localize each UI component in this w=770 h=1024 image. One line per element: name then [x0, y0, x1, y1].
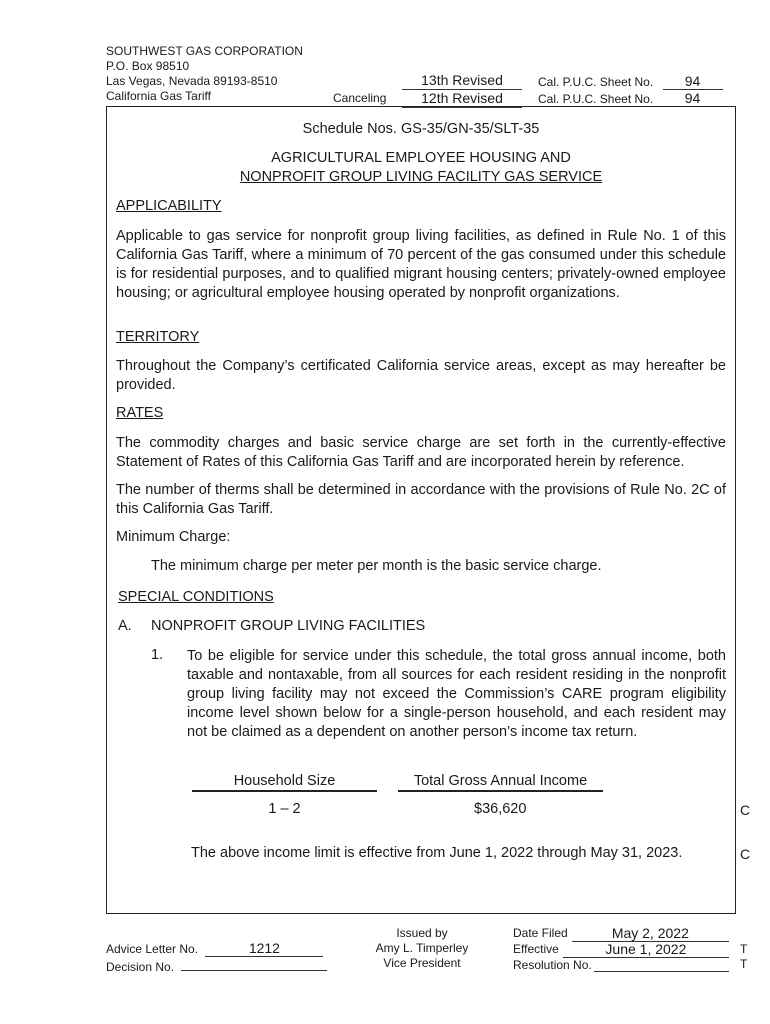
text-change-mark-effective: T [740, 942, 748, 956]
applicability-heading: APPLICABILITY [116, 198, 222, 214]
decision-label: Decision No. [106, 960, 175, 974]
city-address: Las Vegas, Nevada 89193-8510 [106, 74, 278, 88]
condition-a-label: A. [118, 618, 132, 634]
advice-letter-number: 1212 [205, 941, 323, 957]
date-filed-label: Date Filed [513, 926, 568, 940]
company-address-block [106, 44, 303, 104]
table-header-total-income: Total Gross Annual Income [398, 773, 603, 792]
sheet-number-block [538, 74, 723, 108]
issuer-title: Vice President [383, 956, 461, 970]
change-mark-income-row: C [740, 802, 751, 818]
advice-letter-row [106, 941, 323, 957]
resolution-number [594, 958, 729, 972]
table-cell-income: $36,620 [474, 801, 527, 817]
issuer-name: Amy L. Timperley [375, 941, 469, 955]
sheet-number-current: 94 [663, 74, 723, 90]
rates-paragraph-2: The number of therms shall be determined in accordance with the provisions of Rule No. 2C of this California Gas Tariff. [116, 482, 726, 517]
territory-heading: TERRITORY [116, 329, 200, 345]
effective-label: Effective [513, 942, 559, 956]
condition-item-1-text: To be eligible for service under this schedule, the total gross annual income, both taxable and nontaxable, from all sources for each resident residing in the nonprofit group living facility may not exceed the Commission’s CARE program eligibility income level shown below for a single-person household, and each resident may not be claimed as a dependent on another person’s income tax return. [187, 648, 726, 740]
resolution-label: Resolution No. [513, 958, 592, 972]
sheet-label-canceled: Cal. P.U.C. Sheet No. [538, 92, 654, 106]
table-cell-household-size: 1 – 2 [268, 801, 301, 817]
rates-paragraph-1: The commodity charges and basic service charge are set forth in the currently-effective Statement of Rates of this California Gas Tariff and are incorporated herein by reference. [116, 435, 726, 470]
filing-dates-block [513, 926, 729, 974]
sheet-number-canceled: 94 [663, 91, 723, 107]
minimum-charge-label: Minimum Charge: [116, 529, 231, 545]
revision-block [402, 72, 522, 108]
canceling-label: Canceling [333, 91, 387, 105]
revision-current: 13th Revised [402, 72, 522, 90]
decision-number [181, 957, 327, 971]
schedule-title-line1: AGRICULTURAL EMPLOYEE HOUSING AND [271, 150, 571, 166]
effective-date-value: June 1, 2022 [563, 942, 729, 958]
change-mark-effective-note: C [740, 846, 751, 862]
sheet-label-current: Cal. P.U.C. Sheet No. [538, 75, 654, 89]
rates-heading: RATES [116, 405, 164, 421]
decision-row [106, 957, 327, 975]
tariff-name: California Gas Tariff [106, 89, 211, 103]
schedule-numbers: Schedule Nos. GS-35/GN-35/SLT-35 [302, 121, 540, 137]
issued-by-block [352, 926, 492, 971]
date-filed-value: May 2, 2022 [572, 926, 729, 942]
text-change-mark-resolution: T [740, 957, 748, 971]
schedule-title-line2: NONPROFIT GROUP LIVING FACILITY GAS SERVICE [239, 169, 603, 185]
condition-item-1-label: 1. [151, 647, 164, 663]
advice-letter-label: Advice Letter No. [106, 942, 199, 956]
table-header-household-size: Household Size [192, 773, 377, 792]
applicability-text: Applicable to gas service for nonprofit group living facilities, as defined in Rule No. 1 of this California Gas Tariff, where a minimum of 70 percent of the gas consumed under this schedule is for residential purposes, and to qualified migrant housing centers; privately-owned employee housing; or agricultural employee housing operated by nonprofit organizations. [116, 228, 726, 301]
income-limit-effective-note: The above income limit is effective from June 1, 2022 through May 31, 2023. [191, 845, 683, 861]
company-name: SOUTHWEST GAS CORPORATION [106, 44, 303, 58]
po-box: P.O. Box 98510 [106, 59, 190, 73]
revision-canceled: 12th Revised [402, 90, 522, 108]
minimum-charge-text: The minimum charge per meter per month is the basic service charge. [151, 558, 602, 574]
condition-a-title: NONPROFIT GROUP LIVING FACILITIES [151, 618, 426, 634]
issued-by-label: Issued by [396, 926, 448, 940]
territory-text: Throughout the Company’s certificated California service areas, except as may hereafter be provided. [116, 358, 726, 393]
special-conditions-heading: SPECIAL CONDITIONS [118, 589, 274, 605]
